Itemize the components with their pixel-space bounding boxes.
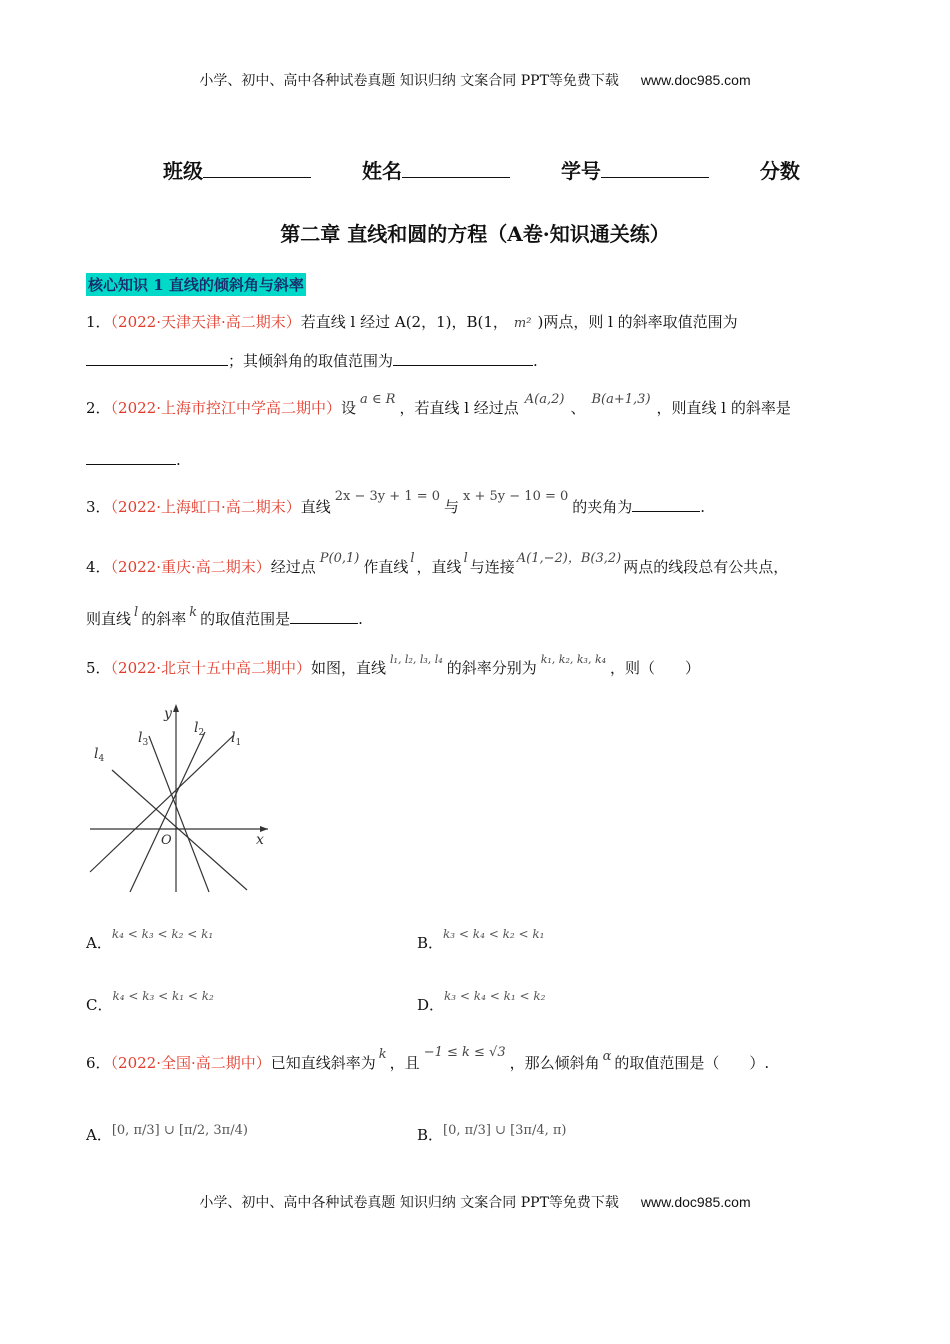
l2-label: $l_2$	[194, 720, 205, 738]
q6-text-2: ，且	[389, 1054, 420, 1072]
q2-math-2: A(a,2)	[524, 392, 565, 407]
class-label: 班级	[163, 159, 203, 183]
score-label: 分数	[759, 159, 800, 183]
q1-answer-blank-1[interactable]	[86, 351, 228, 366]
q1-text: 若直线 l 经过 A(2，1)，B(1，	[300, 313, 508, 331]
q5-source: （2022·北京十五中高二期中）	[110, 659, 311, 677]
name-label: 姓名	[361, 159, 402, 183]
q6-source: （2022·全国·高二期中）	[110, 1054, 271, 1072]
option-math: [0, π/3] ∪ [π/2, 3π/4)	[111, 1123, 248, 1138]
page-footer	[0, 1192, 950, 1212]
header-site-link[interactable]: www.doc985.com	[640, 72, 751, 88]
l4-label: $l_4$	[94, 746, 105, 764]
q5-math-2: k₁, k₂, k₃, k₄	[540, 653, 607, 666]
q5-text-3: ，则（ ）	[610, 659, 701, 677]
q3-text-4: .	[700, 498, 706, 516]
name-blank[interactable]	[402, 159, 510, 178]
q1-math: m²	[513, 316, 532, 331]
q2-text-3: ，则直线 l 的斜率是	[656, 399, 791, 417]
option-math: k₃ < k₄ < k₂ < k₁	[443, 927, 545, 941]
q4-math-4: A(1,−2)，B(3,2)	[516, 551, 622, 566]
q2-answer-blank[interactable]	[86, 450, 176, 465]
q6-math-1: k	[378, 1047, 387, 1062]
footer-text: 小学、初中、高中各种试卷真题 知识归纳 文案合同 PPT等免费下载	[199, 1195, 619, 1211]
q1-answer-blank-2[interactable]	[393, 351, 533, 366]
q4-text-7: 的斜率	[141, 610, 187, 628]
q1-text-2: )两点，则 l 的斜率取值范围为	[537, 313, 738, 331]
line-l1	[90, 735, 234, 872]
q2-math-3: B(a+1,3)	[591, 392, 651, 407]
q6-text: 已知直线斜率为	[270, 1054, 376, 1072]
section-heading: 核心知识 1 直线的倾斜角与斜率	[86, 273, 306, 296]
line-l3	[149, 736, 209, 892]
page-header	[0, 70, 950, 90]
q2-math-1: a ∈ R	[360, 392, 396, 407]
q4-answer-blank[interactable]	[290, 609, 358, 624]
q4-text-8: 的取值范围是	[200, 610, 291, 628]
header-text: 小学、初中、高中各种试卷真题 知识归纳 文案合同 PPT等免费下载	[199, 73, 619, 89]
l3-label: $l_3$	[138, 730, 149, 748]
q5-text-2: 的斜率分别为	[446, 659, 537, 677]
footer-site-link[interactable]: www.doc985.com	[640, 1194, 751, 1210]
option-label: A．	[86, 934, 112, 952]
q5-option-d[interactable]	[417, 980, 545, 1015]
q6-number: 6．	[86, 1054, 111, 1072]
q6-option-a[interactable]	[86, 1100, 248, 1145]
q4-text-6: 则直线	[86, 610, 132, 628]
question-2-line-2	[86, 449, 181, 471]
option-label: C．	[86, 996, 113, 1014]
q2-text-4: .	[176, 451, 181, 469]
q4-math-2: l	[410, 551, 415, 566]
q6-text-3: ，那么倾斜角	[509, 1054, 600, 1072]
x-label: x	[256, 832, 264, 848]
question-6	[86, 1045, 770, 1076]
q1-text-3: ；其倾斜角的取值范围为	[228, 352, 394, 370]
q4-text: 经过点	[270, 558, 316, 576]
y-label: y	[164, 706, 172, 722]
q3-answer-blank[interactable]	[632, 497, 700, 512]
number-blank[interactable]	[601, 159, 709, 178]
q4-math-1: P(0,1)	[319, 551, 360, 566]
student-info-fields	[163, 155, 800, 184]
option-label: A．	[86, 1126, 112, 1144]
option-label: B．	[417, 1126, 444, 1144]
option-math: [0, π/3] ∪ [3π/4, π)	[443, 1123, 567, 1138]
q4-text-9: .	[358, 610, 363, 628]
q3-number: 3．	[86, 498, 111, 516]
question-1	[86, 311, 738, 335]
q6-math-3: α	[602, 1049, 612, 1064]
q3-source: （2022·上海虹口·高二期末）	[110, 498, 301, 516]
q4-number: 4．	[86, 558, 111, 576]
option-label: D．	[417, 996, 445, 1014]
q4-text-2: 作直线	[363, 558, 409, 576]
y-axis-arrow-icon	[173, 704, 179, 712]
number-label: 学号	[560, 159, 601, 183]
q1-number: 1．	[86, 313, 111, 331]
question-4	[86, 551, 789, 580]
q5-text: 如图，直线	[311, 659, 387, 677]
q3-text-3: 的夹角为	[572, 498, 633, 516]
q3-math-2: x + 5y − 10 = 0	[463, 489, 569, 504]
line-l4	[112, 770, 247, 890]
q3-text-2: 与	[444, 498, 460, 516]
q1-source: （2022·天津天津·高二期末）	[110, 313, 301, 331]
q2-source: （2022·上海市控江中学高二期中）	[110, 399, 341, 417]
question-3	[86, 489, 706, 520]
origin-label: O	[161, 833, 172, 848]
line-l2	[130, 732, 205, 892]
q3-math-1: 2x − 3y + 1 = 0	[334, 489, 441, 504]
option-math: k₄ < k₃ < k₁ < k₂	[112, 989, 214, 1003]
q2-separator: 、	[570, 399, 586, 417]
q6-text-4: 的取值范围是（ ）.	[614, 1054, 770, 1072]
q5-math-1: l₁, l₂, l₃, l₄	[390, 653, 443, 666]
q5-option-a[interactable]	[86, 918, 213, 953]
question-4-line-2	[86, 605, 363, 632]
lines-figure	[84, 700, 274, 896]
question-2	[86, 392, 791, 421]
l1-label: $l_1$	[231, 730, 242, 748]
q4-source: （2022·重庆·高二期末）	[110, 558, 271, 576]
question-1-line-2	[86, 350, 538, 372]
q2-text: 设	[341, 399, 357, 417]
page-title: 第二章 直线和圆的方程（A卷·知识通关练）	[280, 222, 670, 246]
q4-text-4: 与连接	[469, 558, 515, 576]
q5-number: 5．	[86, 659, 111, 677]
option-label: B．	[417, 934, 444, 952]
option-math: k₃ < k₄ < k₁ < k₂	[444, 989, 546, 1003]
q1-text-4: .	[533, 352, 538, 370]
q3-text: 直线	[300, 498, 331, 516]
q5-option-b[interactable]	[417, 918, 544, 953]
q4-text-5: 两点的线段总有公共点，	[623, 558, 789, 576]
option-math: k₄ < k₃ < k₂ < k₁	[111, 927, 214, 941]
q2-number: 2．	[86, 399, 111, 417]
q4-text-3: ，直线	[416, 558, 462, 576]
question-5	[86, 653, 701, 681]
q4-math-5: l	[134, 605, 139, 620]
q6-option-b[interactable]	[417, 1100, 566, 1145]
q4-math-3: l	[463, 551, 468, 566]
q4-math-6: k	[189, 605, 198, 620]
class-blank[interactable]	[203, 159, 311, 178]
q5-option-c[interactable]	[86, 980, 214, 1015]
q6-math-2: −1 ≤ k ≤ √3	[423, 1045, 506, 1060]
q2-text-2: ，若直线 l 经过点	[399, 399, 519, 417]
